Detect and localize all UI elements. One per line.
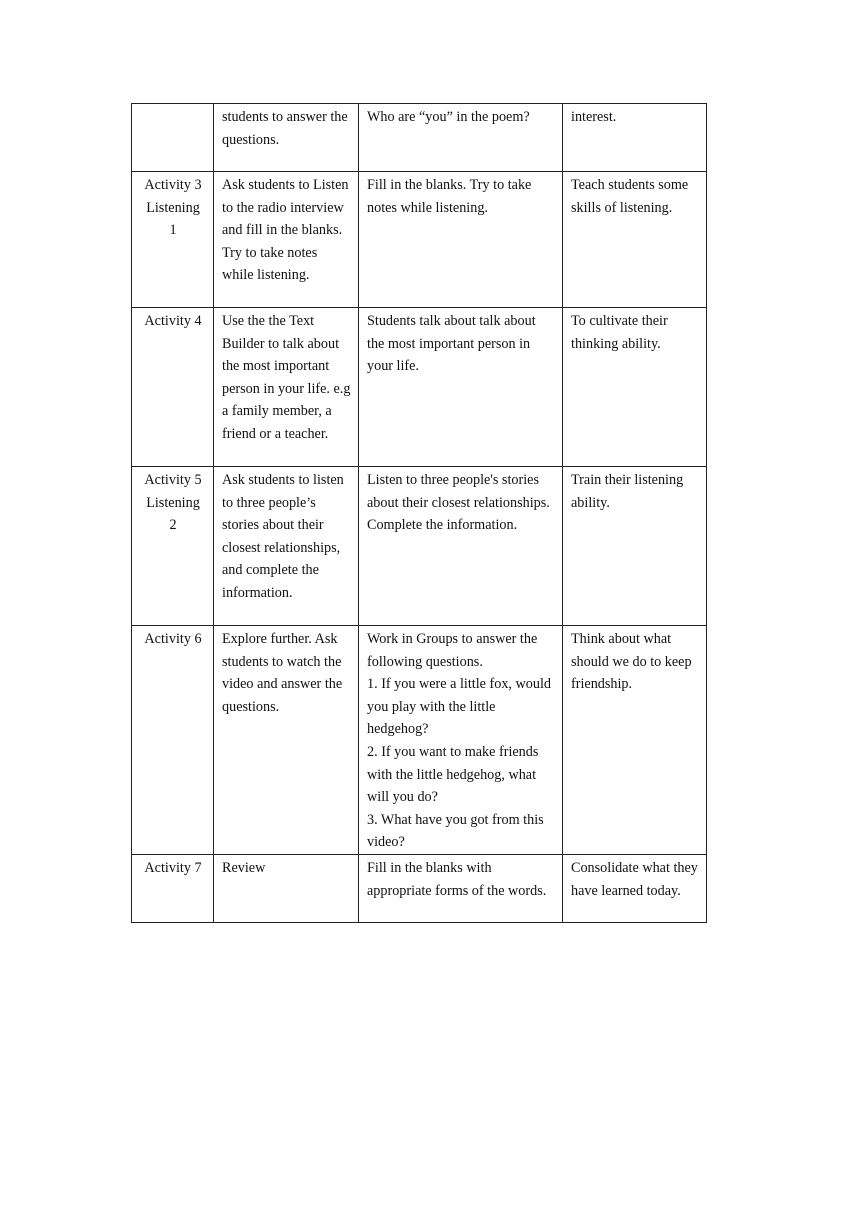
activity-cell: Activity 6 <box>132 626 214 855</box>
purpose-cell: Consolidate what they have learned today. <box>563 854 707 922</box>
student-activity-cell: Work in Groups to answer the following questions. 1. If you were a little fox, would you play with the little hedgehog? 2. If you want to make friends with the little hedgehog, what will you do? 3. What have you got from this video? <box>359 626 563 855</box>
teacher-activity-cell: Review <box>214 854 359 922</box>
activity-cell: Activity 4 <box>132 308 214 467</box>
activity-cell: Activity 5 Listening 2 <box>132 467 214 626</box>
teacher-activity-cell: Ask students to listen to three people’s stories about their closest relationships, and complete the information. <box>214 467 359 626</box>
table-row <box>132 104 707 172</box>
teacher-activity-cell: Ask students to Listen to the radio interview and fill in the blanks. Try to take notes while listening. <box>214 172 359 308</box>
purpose-cell: interest. <box>563 104 707 172</box>
table-row <box>132 626 707 855</box>
student-activity-cell: Fill in the blanks. Try to take notes while listening. <box>359 172 563 308</box>
purpose-cell: Train their listening ability. <box>563 467 707 626</box>
teacher-activity-cell: students to answer the questions. <box>214 104 359 172</box>
student-activity-cell: Students talk about talk about the most important person in your life. <box>359 308 563 467</box>
purpose-cell: Think about what should we do to keep friendship. <box>563 626 707 855</box>
student-activity-cell: Fill in the blanks with appropriate forms of the words. <box>359 854 563 922</box>
table-row <box>132 308 707 467</box>
activity-cell: Activity 3 Listening 1 <box>132 172 214 308</box>
student-activity-cell: Listen to three people's stories about their closest relationships. Complete the information. <box>359 467 563 626</box>
activity-cell <box>132 104 214 172</box>
teacher-activity-cell: Use the the Text Builder to talk about the most important person in your life. e.g a family member, a friend or a teacher. <box>214 308 359 467</box>
activity-cell: Activity 7 <box>132 854 214 922</box>
purpose-cell: Teach students some skills of listening. <box>563 172 707 308</box>
purpose-cell: To cultivate their thinking ability. <box>563 308 707 467</box>
teacher-activity-cell: Explore further. Ask students to watch the video and answer the questions. <box>214 626 359 855</box>
table-row <box>132 172 707 308</box>
student-activity-cell: Who are “you” in the poem? <box>359 104 563 172</box>
lesson-plan-table <box>131 103 707 923</box>
table-row <box>132 467 707 626</box>
table-row <box>132 854 707 922</box>
